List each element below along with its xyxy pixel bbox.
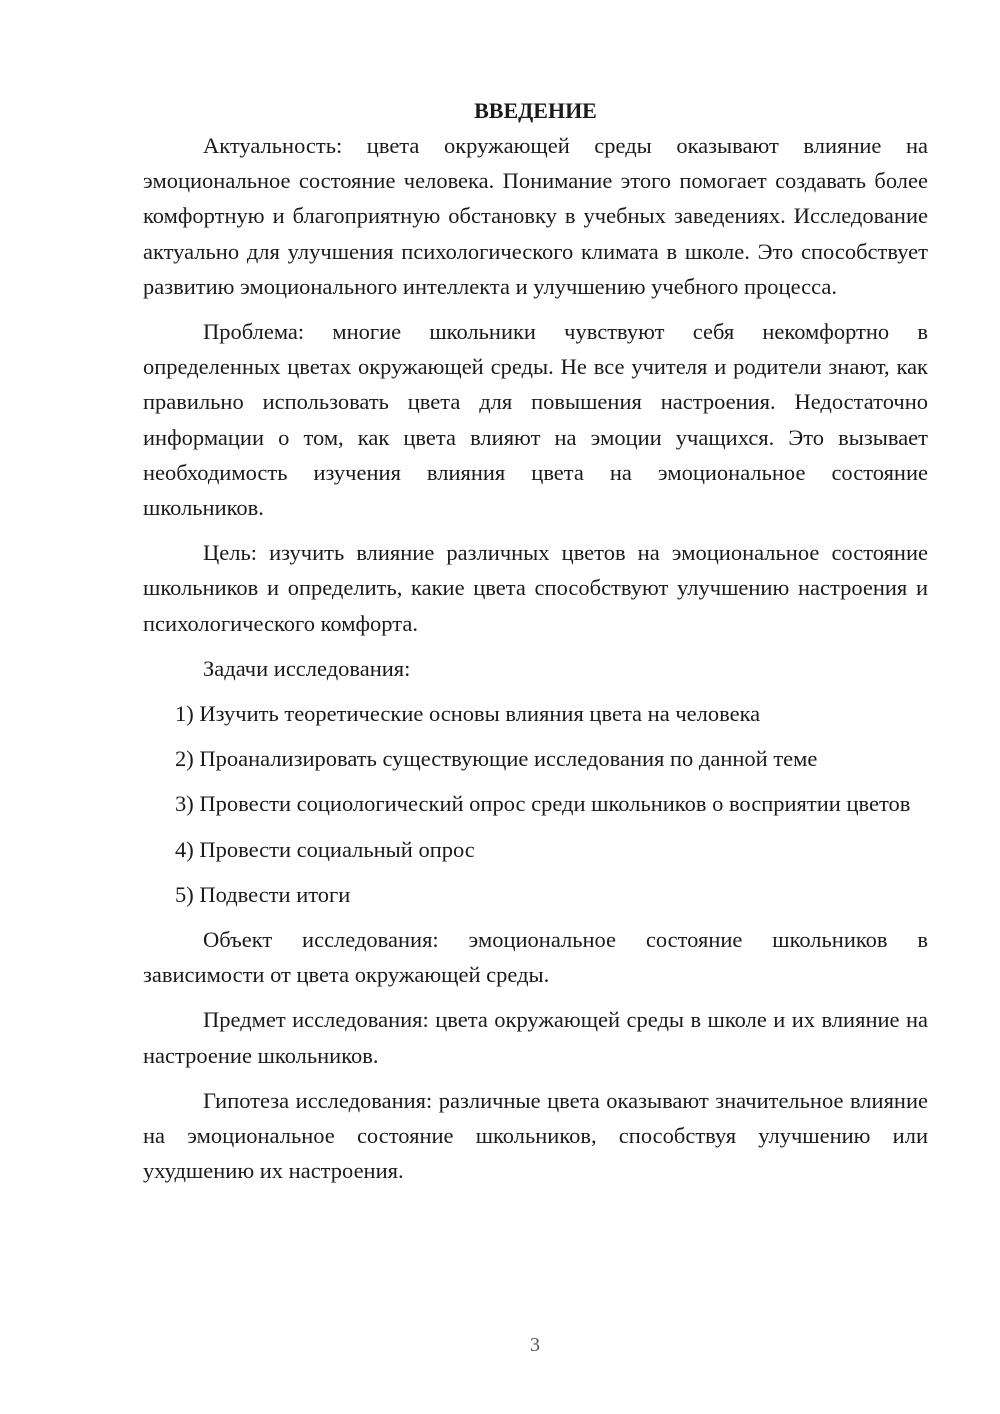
problem-paragraph: Проблема: многие школьники чувствуют себя некомфортно в определенных цветах окружающей среды. Не все учителя и родители знают, как правильно использовать цвета для повышения настроения. Недостаточно информации о том, как цвета влияют на эмоции учащихся. Это вызывает необходимость изучения влияния цвета на эмоциональное состояние школьников.: [143, 319, 928, 521]
task-item: 5) Подвести итоги: [175, 881, 351, 907]
page-number: 3: [530, 1334, 540, 1356]
tasks-list: [143, 696, 928, 912]
task-item: 2) Проанализировать существующие исследования по данной теме: [175, 746, 818, 772]
hypothesis-paragraph: Гипотеза исследования: различные цвета оказывают значительное влияние на эмоциональное состояние школьников, способствуя улучшению или ухудшению их настроения.: [143, 1087, 928, 1184]
task-item: 4) Провести социальный опрос: [175, 836, 475, 862]
tasks-heading: Задачи исследования:: [203, 655, 411, 681]
object-paragraph: Объект исследования: эмоциональное состояние школьников в зависимости от цвета окружающей среды.: [143, 927, 928, 988]
page-body: [143, 94, 928, 1198]
subject-paragraph: Предмет исследования: цвета окружающей среды в школе и их влияние на настроение школьников.: [143, 1007, 928, 1068]
section-heading: ВВЕДЕНИЕ: [474, 98, 597, 123]
task-item: 1) Изучить теоретические основы влияния цвета на человека: [175, 701, 761, 727]
task-item: 3) Провести социологический опрос среди школьников о восприятии цветов: [175, 791, 911, 817]
goal-paragraph: Цель: изучить влияние различных цветов на эмоциональное состояние школьников и определить, какие цвета способствуют улучшению настроения и психологического комфорта.: [143, 540, 928, 636]
relevance-paragraph: Актуальность: цвета окружающей среды оказывают влияние на эмоциональное состояние человека. Понимание этого помогает создавать более комфортную и благоприятную обстановку в учебных заведениях. Исследование актуально для улучшения психологического климата в школе. Это способствует развитию эмоционального интеллекта и улучшению учебного процесса.: [143, 133, 928, 299]
